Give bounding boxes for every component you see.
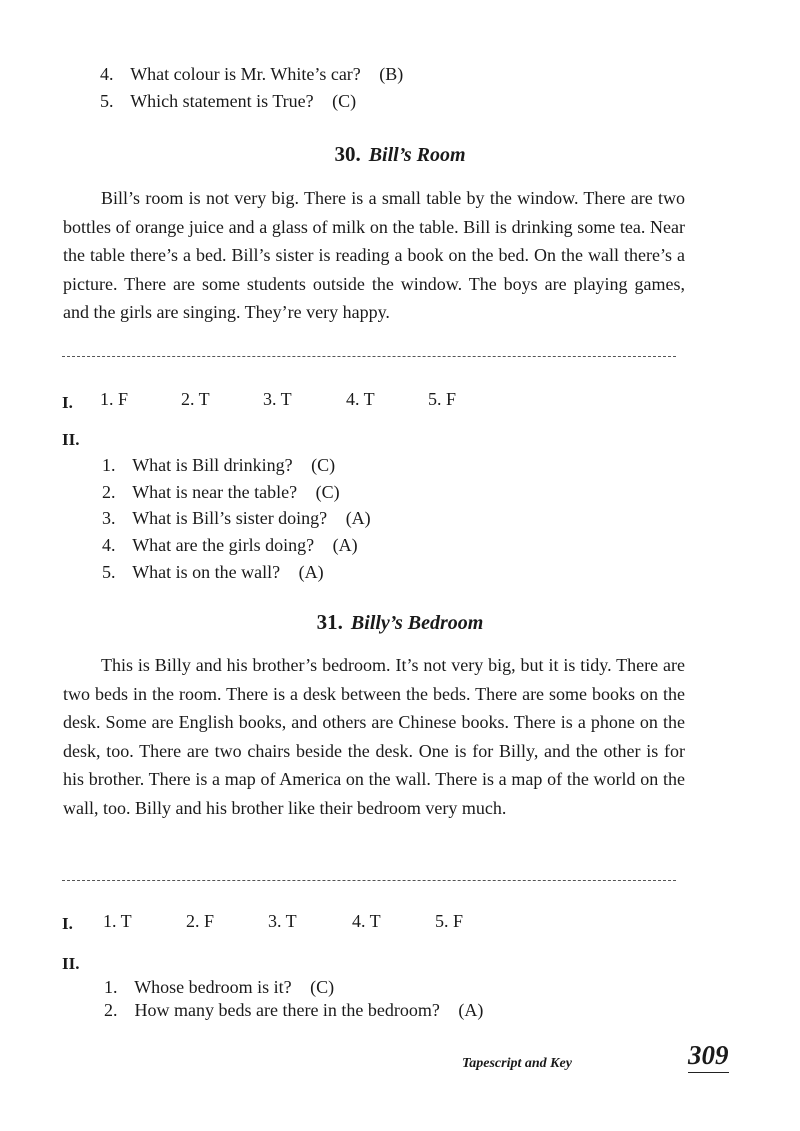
question-answer: (C) (311, 455, 336, 475)
question-answer: (B) (379, 64, 404, 84)
tf-answer: 2. F (186, 911, 215, 931)
question-number: 2. (102, 482, 116, 502)
question-text: What colour is Mr. White’s car? (130, 64, 361, 84)
part-one-label: I. (62, 393, 73, 412)
question-text: Which statement is True? (130, 91, 314, 111)
tf-answer: 5. F (435, 911, 464, 931)
question-text: What is near the table? (132, 482, 298, 502)
list-item (102, 508, 371, 529)
part-two-label: II. (62, 430, 80, 449)
dashed-divider (62, 880, 676, 881)
question-number: 4. (100, 64, 114, 84)
question-text: Whose bedroom is it? (134, 977, 292, 997)
tf-answer: 3. T (263, 389, 292, 409)
list-item (102, 535, 358, 556)
question-text: What is Bill drinking? (132, 455, 293, 475)
question-answer: (C) (332, 91, 357, 111)
list-item (104, 1000, 483, 1021)
question-number: 2. (104, 1000, 118, 1020)
running-footer: Tapescript and Key (462, 1056, 572, 1071)
tf-answer: 1. F (100, 389, 129, 409)
list-item (102, 455, 335, 476)
question-text: How many beds are there in the bedroom? (134, 1000, 440, 1020)
tf-answer: 4. T (352, 911, 381, 931)
section-31-title (0, 610, 800, 635)
question-answer: (A) (345, 508, 371, 528)
question-number: 5. (102, 562, 116, 582)
question-answer: (A) (298, 562, 324, 582)
question-answer: (C) (310, 977, 335, 997)
question-text: What is Bill’s sister doing? (132, 508, 328, 528)
question-number: 1. (102, 455, 116, 475)
list-item (102, 482, 340, 503)
tf-answer: 1. T (103, 911, 132, 931)
tf-answer: 2. T (181, 389, 210, 409)
dashed-divider (62, 356, 676, 357)
question-answer: (A) (332, 535, 358, 555)
section-number: 31. (316, 610, 343, 634)
passage-text: Bill’s room is not very big. There is a small table by the window. There are two bottles of orange juice and a glass of milk on the table. Bill is drinking some tea. Near the table there’s a bed. Bill’s sister is reading a book on the bed. On the wall there’s a picture. There are some students outside the window. The boys are playing games, and the girls are singing. They’re very happy. (63, 188, 685, 322)
tf-answer: 5. F (428, 389, 457, 409)
question-answer: (C) (315, 482, 340, 502)
section-30-title (0, 142, 800, 167)
question-number: 1. (104, 977, 118, 997)
section-title-text: Bill’s Room (368, 144, 466, 166)
question-answer: (A) (458, 1000, 484, 1020)
page-number: 309 (688, 1040, 729, 1073)
question-number: 3. (102, 508, 116, 528)
tf-answer: 4. T (346, 389, 375, 409)
list-item (100, 64, 403, 85)
list-item (102, 562, 324, 583)
section-number: 30. (334, 142, 361, 166)
section-30-passage (63, 184, 685, 327)
part-one-label: I. (62, 914, 73, 933)
passage-text: This is Billy and his brother’s bedroom. It’s not very big, but it is tidy. There are two beds in the room. There is a desk between the beds. There are some books on the desk. Some are English books, and others are Chinese books. There is a phone on the desk, too. There are two chairs beside the desk. One is for Billy, and the other is for his brother. There is a map of America on the wall. There is a map of the world on the wall, too. Billy and his brother like their bedroom very much. (63, 655, 685, 818)
list-item (100, 91, 356, 112)
question-text: What is on the wall? (132, 562, 281, 582)
list-item (104, 977, 334, 998)
question-number: 5. (100, 91, 114, 111)
section-31-passage (63, 651, 685, 822)
question-number: 4. (102, 535, 116, 555)
part-two-label: II. (62, 954, 80, 973)
section-title-text: Billy’s Bedroom (350, 612, 484, 634)
question-text: What are the girls doing? (132, 535, 315, 555)
tf-answer: 3. T (268, 911, 297, 931)
